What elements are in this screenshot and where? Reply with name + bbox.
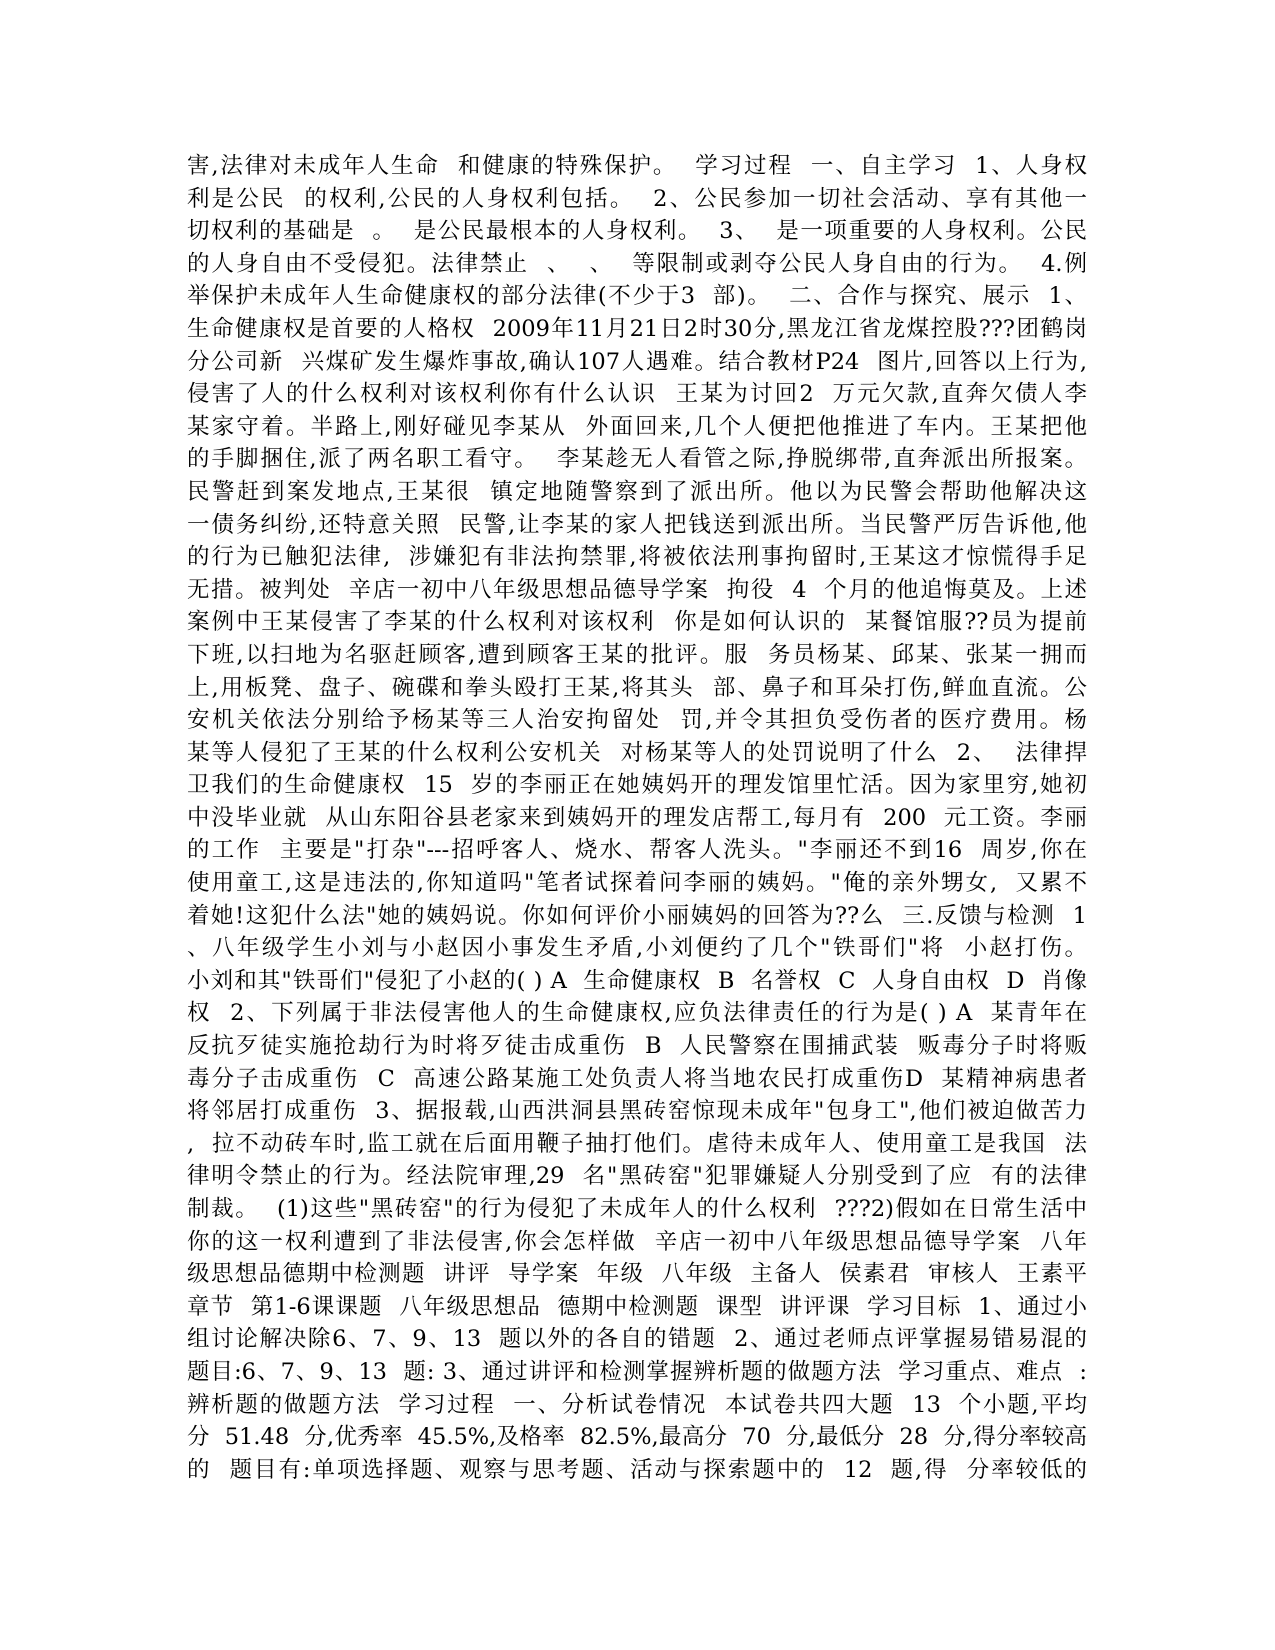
text-line: 你的这一权利遭到了非法侵害,你会怎样做 辛店一初中八年级思想品德导学案 八年 [187,1228,1087,1255]
text-line: 侵害了人的什么权利对该权利你有什么认识 王某为讨回2 万元欠款,直奔欠债人李 [187,381,1087,408]
text-line: , 拉不动砖车时,监工就在后面用鞭子抽打他们。虐待未成年人、使用童工是我国 法 [187,1130,1087,1157]
text-line: 某家守着。半路上,刚好碰见李某从 外面回来,几个人便把他推进了车内。王某把他 [187,413,1087,440]
text-line: 的行为已触犯法律, 涉嫌犯有非法拘禁罪,将被依法刑事拘留时,王某这才惊慌得手足 [187,544,1087,571]
text-line: 生命健康权是首要的人格权 2009年11月21日2时30分,黑龙江省龙煤控股???团鹤岗 [187,315,1087,342]
text-line: 分公司新 兴煤矿发生爆炸事故,确认107人遇难。结合教材P24 图片,回答以上行为, [187,348,1087,375]
text-line: 举保护未成年人生命健康权的部分法律(不少于3 部)。 二、合作与探究、展示 1、 [187,283,1087,310]
text-line: 的人身自由不受侵犯。法律禁止 、 、 等限制或剥夺公民人身自由的行为。 4.例 [187,250,1087,277]
text-line: 上,用板凳、盘子、碗碟和拳头殴打王某,将其头 部、鼻子和耳朵打伤,鲜血直流。公 [187,674,1087,701]
text-line: 害,法律对未成年人生命 和健康的特殊保护。 学习过程 一、自主学习 1、人身权 [187,153,1087,179]
text-line: 将邻居打成重伤 3、据报载,山西洪洞县黑砖窑惊现未成年"包身工",他们被迫做苦力 [187,1098,1087,1125]
text-line: 题目:6、7、9、13 题: 3、通过讲评和检测掌握辨析题的做题方法 学习重点、难点 : [187,1358,1087,1385]
text-line: 、八年级学生小刘与小赵因小事发生矛盾,小刘便约了几个"铁哥们"将 小赵打伤。 [187,935,1087,962]
document-body [187,150,1087,1486]
text-line: 安机关依法分别给予杨某等三人治安拘留处 罚,并令其担负受伤者的医疗费用。杨 [187,707,1087,734]
text-line: 切权利的基础是 。 是公民最根本的人身权利。 3、 是一项重要的人身权利。公民 [187,218,1087,245]
text-line: 一债务纠纷,还特意关照 民警,让李某的家人把钱送到派出所。当民警严厉告诉他,他 [187,511,1087,538]
text-line: 某等人侵犯了王某的什么权利公安机关 对杨某等人的处罚说明了什么 2、 法律捍 [187,739,1087,766]
text-line: 无措。被判处 辛店一初中八年级思想品德导学案 拘役 4 个月的他追悔莫及。上述 [187,576,1087,603]
text-line: 组讨论解决除6、7、9、13 题以外的各自的错题 2、通过老师点评掌握易错易混的 [187,1326,1087,1353]
text-line: 民警赶到案发地点,王某很 镇定地随警察到了派出所。他以为民警会帮助他解决这 [187,478,1087,505]
text-line: 的 题目有:单项选择题、观察与思考题、活动与探索题中的 12 题,得 分率较低的 [187,1456,1087,1483]
text-line: 中没毕业就 从山东阳谷县老家来到姨妈开的理发店帮工,每月有 200 元工资。李丽 [187,804,1087,831]
text-line: 小刘和其"铁哥们"侵犯了小赵的( ) A 生命健康权 B 名誉权 C 人身自由权 D 肖像 [187,967,1087,994]
text-line: 分 51.48 分,优秀率 45.5%,及格率 82.5%,最高分 70 分,最低分 28 分,得分率较高 [187,1424,1087,1451]
text-line: 律明令禁止的行为。经法院审理,29 名"黑砖窑"犯罪嫌疑人分别受到了应 有的法律 [187,1163,1087,1190]
text-line: 案例中王某侵害了李某的什么权利对该权利 你是如何认识的 某餐馆服??员为提前 [187,609,1087,636]
text-line: 权 2、下列属于非法侵害他人的生命健康权,应负法律责任的行为是( ) A 某青年在 [187,1000,1087,1027]
text-line: 毒分子击成重伤 C 高速公路某施工处负责人将当地农民打成重伤D 某精神病患者 [187,1065,1087,1092]
text-line: 的工作 主要是"打杂"---招呼客人、烧水、帮客人洗头。"李丽还不到16 周岁,你在 [187,837,1087,864]
text-line: 制裁。 (1)这些"黑砖窑"的行为侵犯了未成年人的什么权利 ???2)假如在日常生活中 [187,1196,1087,1222]
text-line: 级思想品德期中检测题 讲评 导学案 年级 八年级 主备人 侯素君 审核人 王素平 [187,1261,1087,1288]
text-line: 利是公民 的权利,公民的人身权利包括。 2、公民参加一切社会活动、享有其他一 [187,185,1087,212]
text-line: 章节 第1-6课课题 八年级思想品 德期中检测题 课型 讲评课 学习目标 1、通过小 [187,1293,1087,1320]
text-line: 的手脚捆住,派了两名职工看守。 李某趁无人看管之际,挣脱绑带,直奔派出所报案。 [187,446,1087,473]
text-line: 辨析题的做题方法 学习过程 一、分析试卷情况 本试卷共四大题 13 个小题,平均 [187,1391,1087,1418]
text-line: 着她!这犯什么法"她的姨妈说。你如何评价小丽姨妈的回答为??么 三.反馈与检测 1 [187,902,1087,929]
text-line: 下班,以扫地为名驱赶顾客,遭到顾客王某的批评。服 务员杨某、邱某、张某一拥而 [187,641,1087,668]
text-line: 反抗歹徒实施抢劫行为时将歹徒击成重伤 B 人民警察在围捕武装 贩毒分子时将贩 [187,1033,1087,1060]
text-line: 卫我们的生命健康权 15 岁的李丽正在她姨妈开的理发馆里忙活。因为家里穷,她初 [187,772,1087,799]
text-line: 使用童工,这是违法的,你知道吗"笔者试探着问李丽的姨妈。"俺的亲外甥女, 又累不 [187,870,1087,897]
